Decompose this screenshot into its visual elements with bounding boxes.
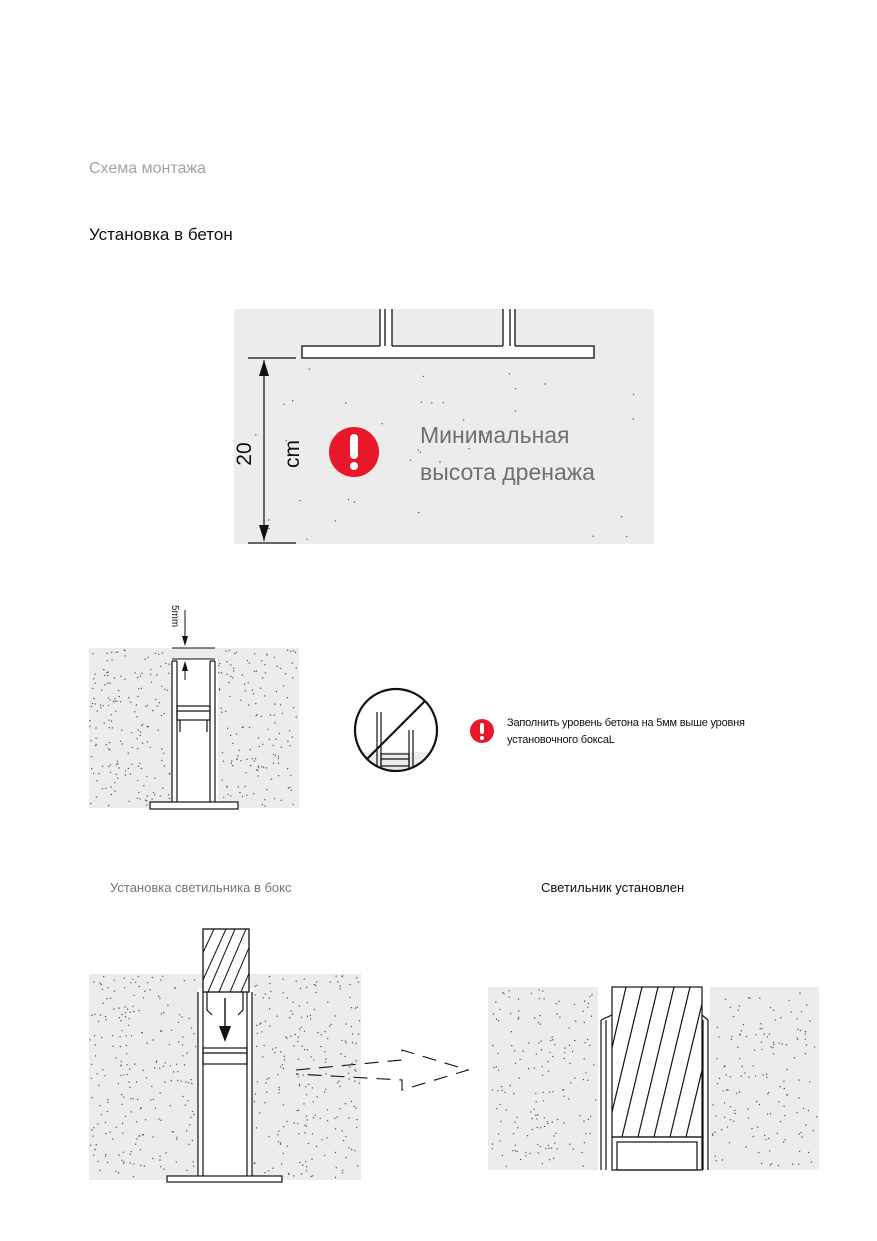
page-heading: Установка в бетон: [89, 225, 233, 244]
section-label: Схема монтажа: [89, 160, 206, 177]
warning-icon-small: [470, 719, 494, 743]
caption-installed: Светильник установлен: [541, 880, 685, 895]
drainage-note-line2: высота дренажа: [420, 459, 595, 485]
dimension-label-20cm: 20 cm: [233, 440, 304, 468]
prohibited-icon: [355, 689, 437, 772]
warning-icon: [329, 427, 379, 477]
caption-insertion: Установка светильника в бокс: [110, 880, 292, 895]
dimension-label-5mm: 5mm: [169, 605, 180, 628]
drainage-note-line1: Минимальная: [420, 422, 570, 448]
warning-text: Заполнить уровень бетона на 5мм выше уровня установочного боксаL: [507, 717, 745, 746]
drainage-note: [420, 417, 595, 491]
